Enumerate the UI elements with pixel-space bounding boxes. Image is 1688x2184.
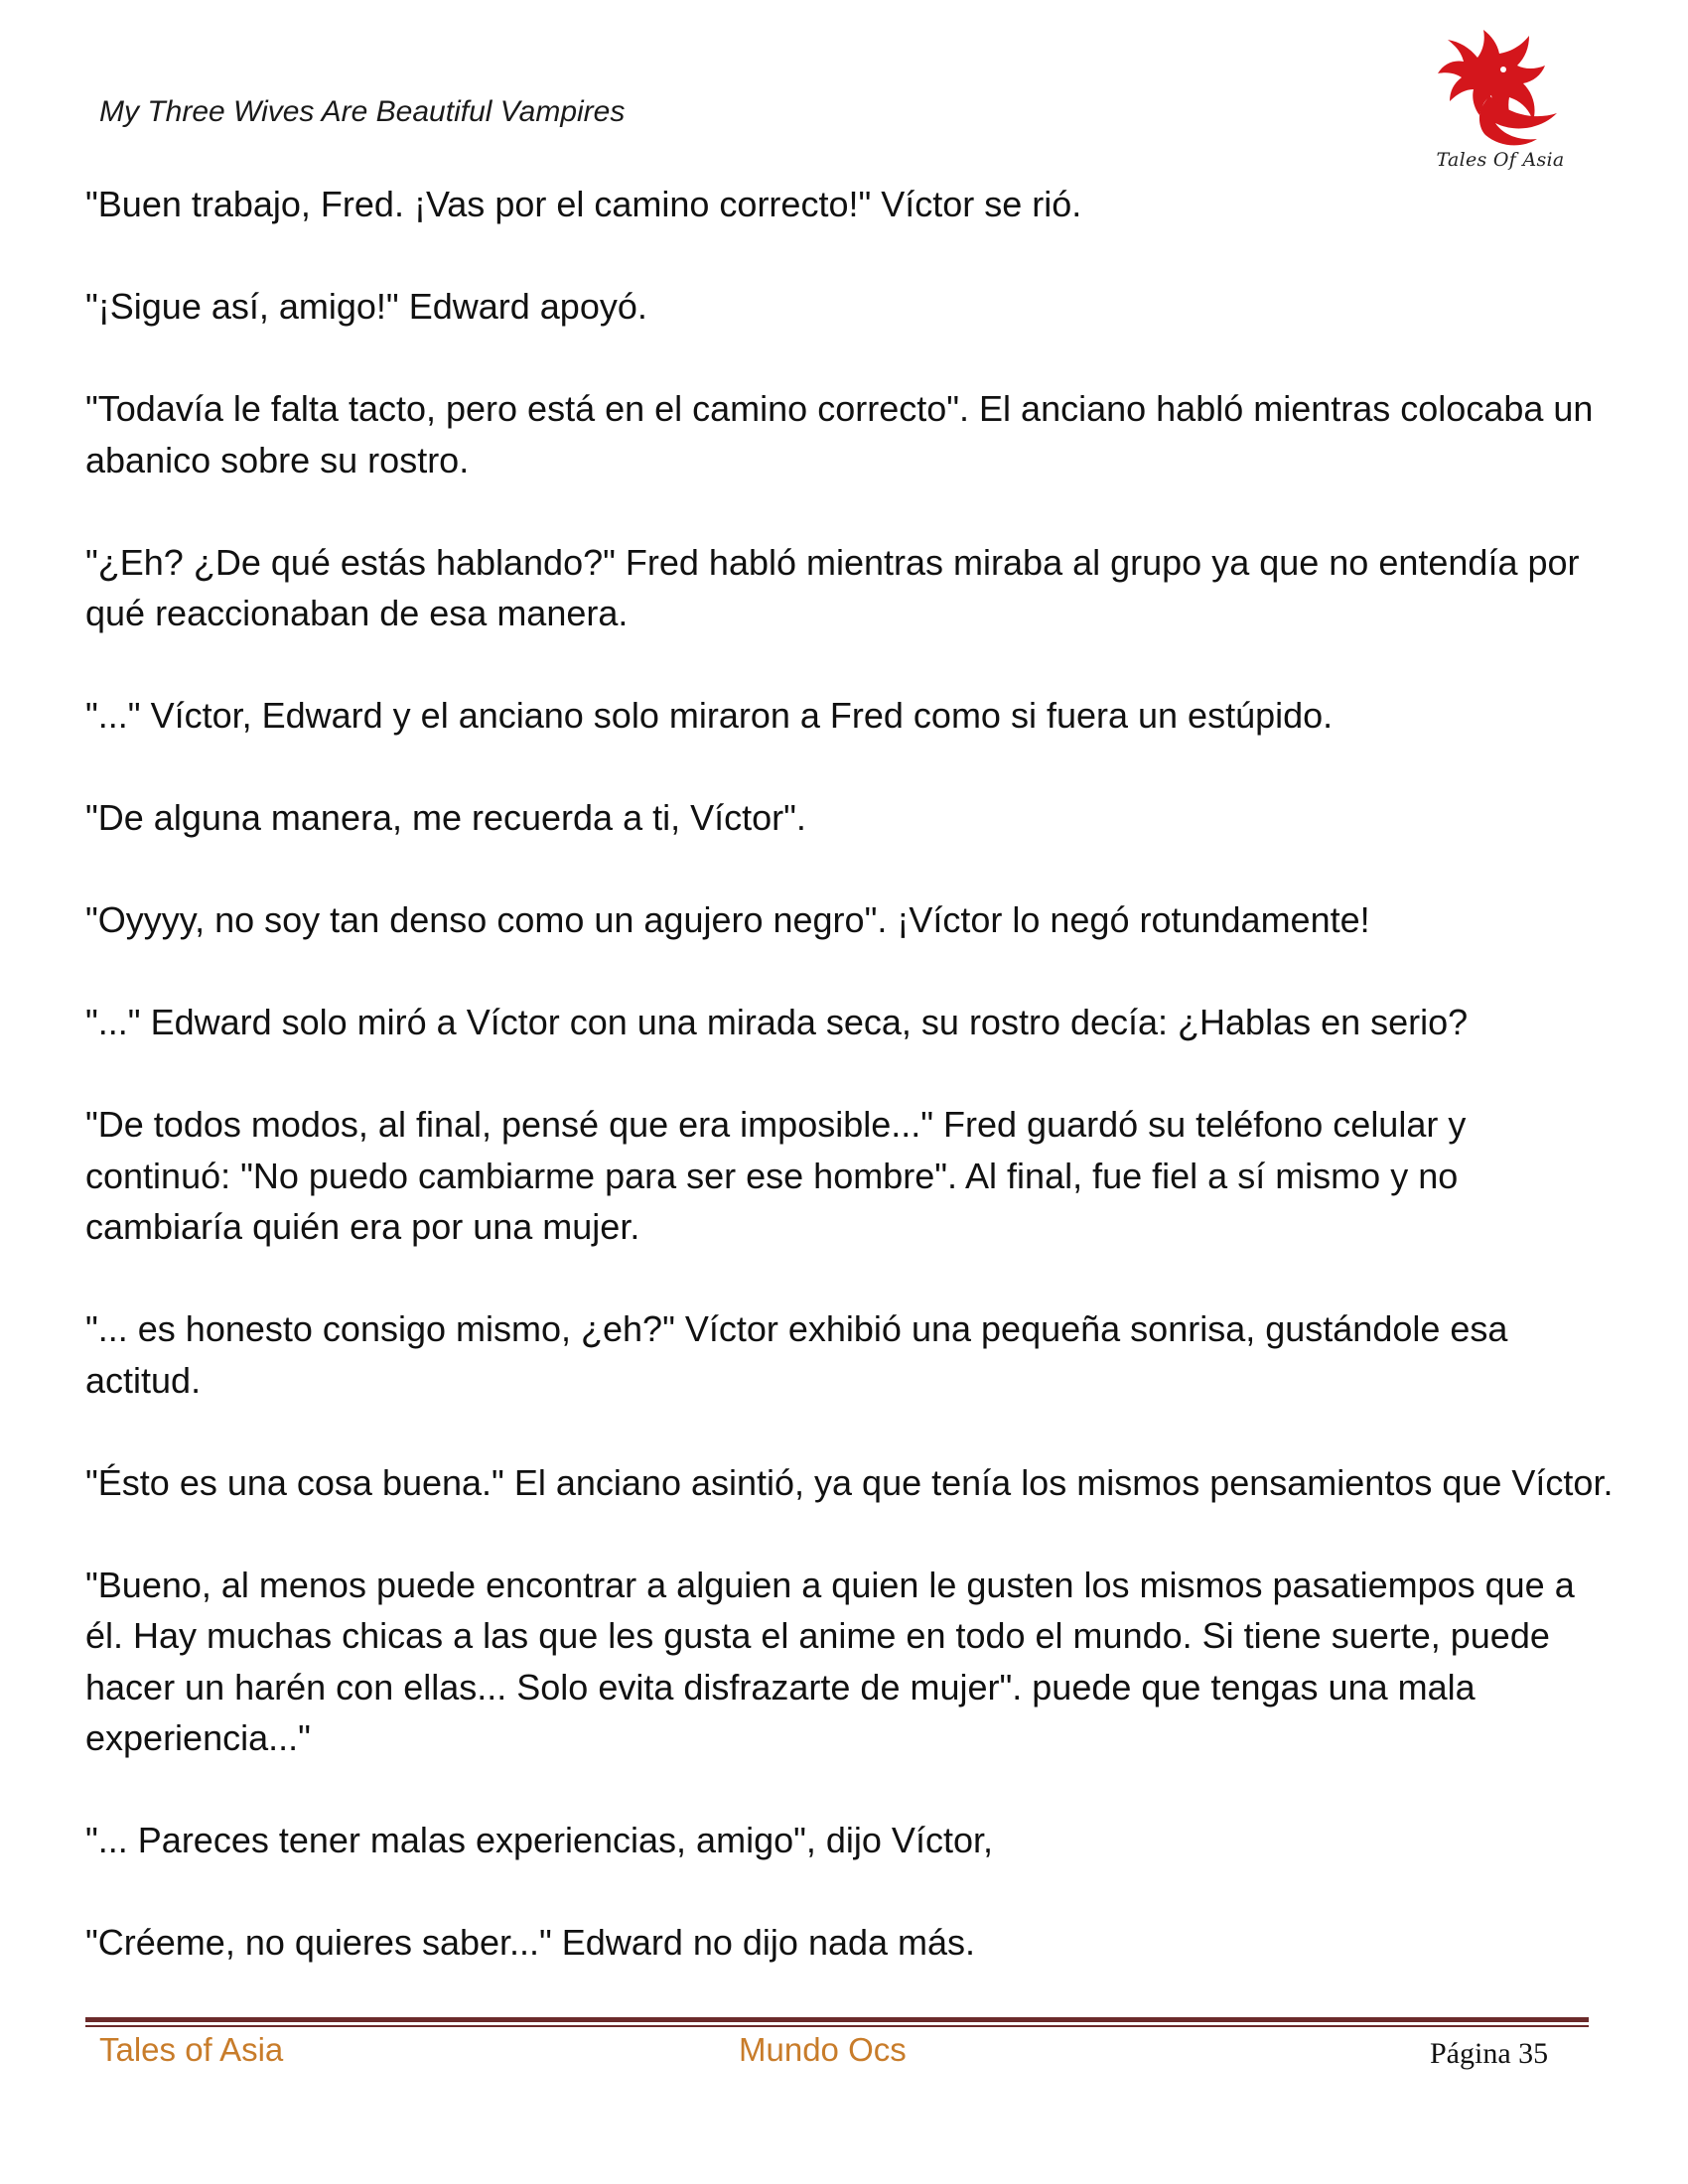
paragraph: "... Pareces tener malas experiencias, amigo", dijo Víctor,: [85, 1820, 993, 1860]
paragraph: "Créeme, no quieres saber..." Edward no dijo nada más.: [85, 1922, 976, 1963]
paragraph: "De alguna manera, me recuerda a ti, Víctor".: [85, 797, 806, 838]
footer-divider-thin: [85, 2025, 1589, 2027]
paragraph: "¡Sigue así, amigo!" Edward apoyó.: [85, 286, 647, 327]
paragraph: "¿Eh? ¿De qué estás hablando?" Fred habló mientras miraba al grupo ya que no entendía por qué reaccionaban de esa manera.: [85, 541, 1580, 633]
paragraph: "Ésto es una cosa buena." El anciano asintió, ya que tenía los mismos pensamientos que Víctor.: [85, 1461, 1614, 1503]
paragraph: "... es honesto consigo mismo, ¿eh?" Víctor exhibió una pequeña sonrisa, gustándole esa actitud.: [85, 1308, 1508, 1401]
paragraph: "Bueno, al menos puede encontrar a alguien a quien le gusten los mismos pasatiempos que a él. Hay muchas chicas a las que les gusta el anime en todo el mundo. Si tiene suerte, puede hacer un harén con ellas... Solo evita disfrazarte de mujer". puede que tengas una mala experiencia...": [85, 1564, 1575, 1758]
paragraph: "Oyyyy, no soy tan denso como un agujero negro". ¡Víctor lo negó rotundamente!: [85, 899, 1370, 940]
page-number: Página 35: [1430, 2037, 1549, 2070]
logo-text: Tales Of Asia: [1436, 149, 1565, 171]
footer-divider: [85, 2017, 1589, 2022]
paragraph: "..." Víctor, Edward y el anciano solo miraron a Fred como si fuera un estúpido.: [85, 695, 1334, 736]
paragraph: "De todos modos, al final, pensé que era imposible..." Fred guardó su teléfono celular y continuó: "No puedo cambiarme para ser ese hombre". Al final, fue fiel a sí mismo y no cambiaría quién era por una mujer.: [85, 1104, 1467, 1247]
footer-section: Mundo Ocs: [739, 2031, 907, 2068]
paragraph: "Buen trabajo, Fred. ¡Vas por el camino correcto!" Víctor se rió.: [85, 184, 1082, 224]
paragraph: "..." Edward solo miró a Víctor con una mirada seca, su rostro decía: ¿Hablas en serio?: [85, 1002, 1469, 1042]
chapter-body: [85, 179, 1615, 1969]
tales-of-asia-logo: [1430, 18, 1569, 182]
footer-publisher: Tales of Asia: [99, 2031, 284, 2068]
book-title: My Three Wives Are Beautiful Vampires: [99, 95, 626, 128]
paragraph: "Todavía le falta tacto, pero está en el camino correcto". El anciano habló mientras colocaba un abanico sobre su rostro.: [85, 388, 1594, 480]
dragon-icon: [1430, 18, 1569, 157]
